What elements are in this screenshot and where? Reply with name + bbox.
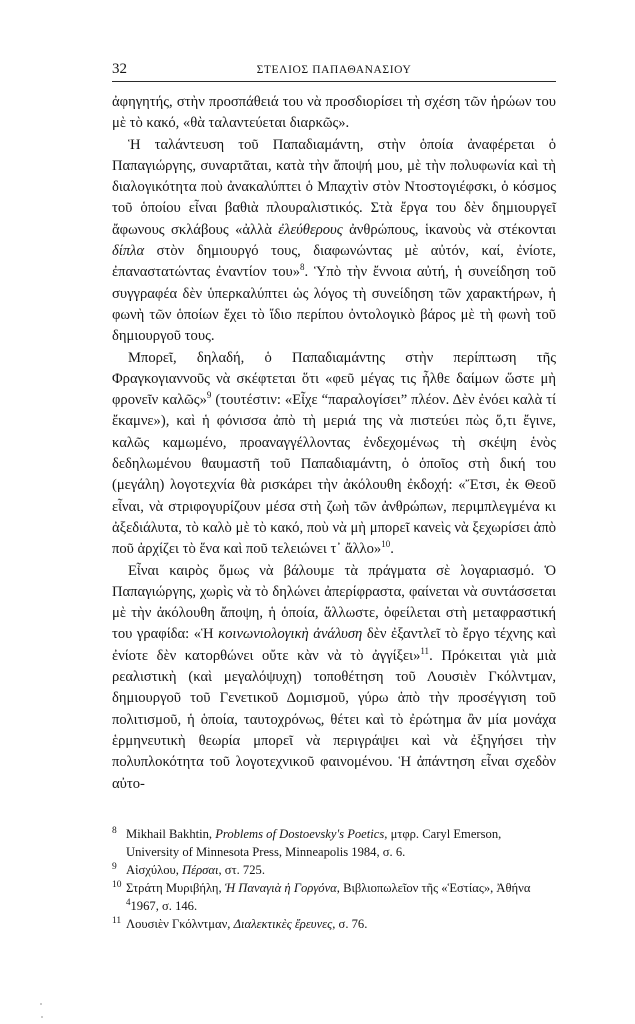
text-run: . (390, 541, 394, 558)
running-head (112, 60, 556, 80)
footnotes (112, 825, 556, 933)
text-run: Mikhail Bakhtin, (126, 827, 216, 841)
note-reference: 8 (300, 262, 305, 273)
footnote-number: 11 (112, 916, 122, 926)
text-run: (τουτέστιν: «Εἶχε “παραλογίσει” πλέον. Δὲν ἐνόει καλὰ τί ἔκαμνε»), καὶ ἡ φόνισσα ἀπὸ τὴ μεριά της νὰ πιστεύει πὼς ὅ,τι ἔγινε, καλῶς καμωμένο, προαναγγέλλοντας ἐνδεχομένως τὴ σκέψη ἑνὸς δεδηλωμένου θαυμαστῆ τοῦ Παπαδιαμάντη, ὁ ὁποῖος στὴ δική του (μεγάλη) λογοτεχνία θὰ ρισκάρει τὴν ἀκόλουθη ἐκδοχή: «Ἔτσι, ἐκ Θεοῦ εἶναι, νὰ στριφογυρίζουν μέσα στὴ ζωὴ τῶν ἀνθρώπων, περιμπλεγμένα κι ἀξεδιάλυτα, τὸ καλὸ μὲ τὸ κακό, ποὺ νὰ μὴ μπορεῖ κανεὶς νὰ ξεχωρίσει ἀπὸ ποῦ ἀρχίζει τὸ ἕνα καὶ ποῦ τελειώνει τ᾽ ἄλλο» (112, 392, 556, 558)
footnote-number: 9 (112, 862, 117, 872)
text-run: 1967, σ. 146. (130, 899, 198, 913)
text-run: , στ. 725. (218, 863, 265, 877)
header-rule (112, 81, 556, 82)
footnote (112, 825, 556, 861)
text-run: Αἰσχύλου, (126, 863, 183, 877)
text-run: , μτφρ. Caryl Emerson, University of Minnesota Press, Minneapolis 1984, σ. 6. (126, 827, 502, 859)
text-run: στὸν δημιουργό τους, διαφωνώντας μὲ αὐτόν, καί, ἐνίοτε, ἐπαναστατώντας ἐναντίον του» (112, 243, 556, 281)
body-text (112, 92, 556, 795)
scan-speck (40, 1003, 42, 1005)
page-number: 32 (112, 61, 127, 77)
italic-run: Πέρσαι (182, 863, 219, 877)
text-run: , σ. 76. (332, 917, 368, 931)
italic-run: Ἡ Παναγιὰ ἡ Γοργόνα (224, 881, 337, 895)
paragraph (112, 561, 556, 795)
note-reference: 10 (381, 539, 391, 550)
footnote-text (126, 917, 367, 931)
text-run: . Ὑπὸ τὴν ἔννοια αὐτή, ἡ συνείδηση τοῦ συγγραφέα δὲν ὑπερκαλύπτει ὡς λόγος τὴ συνείδηση τῶν χαρακτήρων, ἡ φωνὴ τῶν ὁποίων ἔχει τὸ ἴδιο περίπου ὀντολογικὸ βάρος μὲ τὴ φωνὴ τοῦ δημιουργοῦ τους. (112, 264, 556, 345)
italic-run: ἐλεύθερους (278, 221, 343, 238)
note-reference: 9 (206, 390, 212, 401)
text-run: δὲν ἐξαντλεῖ τὸ ἔργο τέχνης καὶ ἐνίοτε δὲν κατορθώνει οὔτε κὰν νὰ τὸ ἀγγίξει» (112, 626, 556, 664)
scan-speck (41, 1016, 43, 1018)
footnote-text (126, 827, 501, 859)
paragraph (112, 92, 556, 135)
text-run: , Βιβλιοπωλεῖον τῆς «Ἑστίας», Ἀθήνα (336, 881, 531, 895)
footnote (112, 915, 556, 933)
text-run: Εἶναι καιρὸς ὅμως νὰ βάλουμε τὰ πράγματα σὲ λογαριασμό. Ὁ Παπαγιώργης, χωρὶς νὰ τὸ δηλώνει ἀπερίφραστα, φαίνεται νὰ συντάσσεται μὲ τὴν ἀκόλουθη ἄποψη, ἡ ὁποία, ἄλλωστε, ὀφείλεται στὴ μεταφραστική του γραφίδα: «Ἡ (112, 562, 556, 643)
footnote-text (126, 881, 530, 913)
note-reference: 11 (420, 645, 430, 656)
note-reference: 4 (126, 896, 131, 907)
footnote (112, 861, 556, 879)
footnote-number: 10 (112, 880, 122, 890)
paragraph (112, 348, 556, 561)
italic-run: κοινωνιολογικὴ ἀνάλυση (218, 626, 363, 643)
italic-run: Διαλεκτικὲς ἔρευνες (233, 917, 333, 931)
running-head-title: ΣΤΕΛΙΟΣ ΠΑΠΑΘΑΝΑΣΙΟΥ (256, 64, 412, 76)
text-run: Μπορεῖ, δηλαδή, ὁ Παπαδιαμάντης στὴν περίπτωση τῆς Φραγκογιαννοῦς νὰ σκέφτεται ὅτι «φεῦ μέγας τις ἦλθε δαίμων ὥστε μὴ φρονεῖν καλῶς» (112, 349, 556, 409)
text-run: Στράτη Μυριβήλη, (126, 881, 225, 895)
italic-run: δίπλα (112, 243, 145, 260)
text-run: ἀνθρώπους, ἱκανοὺς νὰ στέκονται (342, 221, 556, 238)
text-run: Λουσιὲν Γκόλντμαν, (126, 917, 234, 931)
footnote-text (126, 863, 265, 877)
italic-run: Problems of Dostoevsky's Poetics (215, 827, 385, 841)
text-run: . Πρόκειται γιὰ μιὰ ρεαλιστικὴ (καὶ μεγαλόψυχη) τοποθέτηση τοῦ Λουσιὲν Γκόλντμαν, δημιουργοῦ τοῦ Γενετικοῦ Δομισμοῦ, γύρω ἀπὸ τὴν προσέγγιση τοῦ πολιτισμοῦ, ἡ ὁποία, ταυτοχρόνως, θέτει καὶ τὸ ἐρώτημα ἂν μία μονάχα ἑρμηνευτικὴ θεωρία μπορεῖ νὰ περιγράψει καὶ νὰ ἐξηγήσει τὴν πολυπλοκότητα τοῦ λογοτεχνικοῦ φαινομένου. Ἡ ἀπάντηση εἶναι σχεδὸν αὐτο- (112, 647, 556, 792)
text-run: ἀφηγητής, στὴν προσπάθειά του νὰ προσδιορίσει τὴ σχέση τῶν ἡρώων του μὲ τὸ κακό, «θὰ ταλαντεύεται διαρκῶς». (112, 94, 556, 132)
footnote (112, 879, 556, 915)
footnote-number: 8 (112, 826, 117, 836)
paragraph (112, 135, 556, 348)
text-run: Ἡ ταλάντευση τοῦ Παπαδιαμάντη, στὴν ὁποία ἀναφέρεται ὁ Παπαγιώργης, συναρτᾶται, κατὰ τὴν ἄποψή μου, μὲ τὴν πολυφωνία καὶ τὴ διαλογικότητα ποὺ ἀνακαλύπτει ὁ Μπαχτὶν στὸν Ντοστογιέφσκι, ὁ κόσμος τοῦ ὁποίου εἶναι βαθιὰ πλουραλιστικός. Στὰ ἔργα του δὲν δημιουργεῖ ἄφωνους σκλάβους «ἀλλὰ (112, 136, 556, 238)
